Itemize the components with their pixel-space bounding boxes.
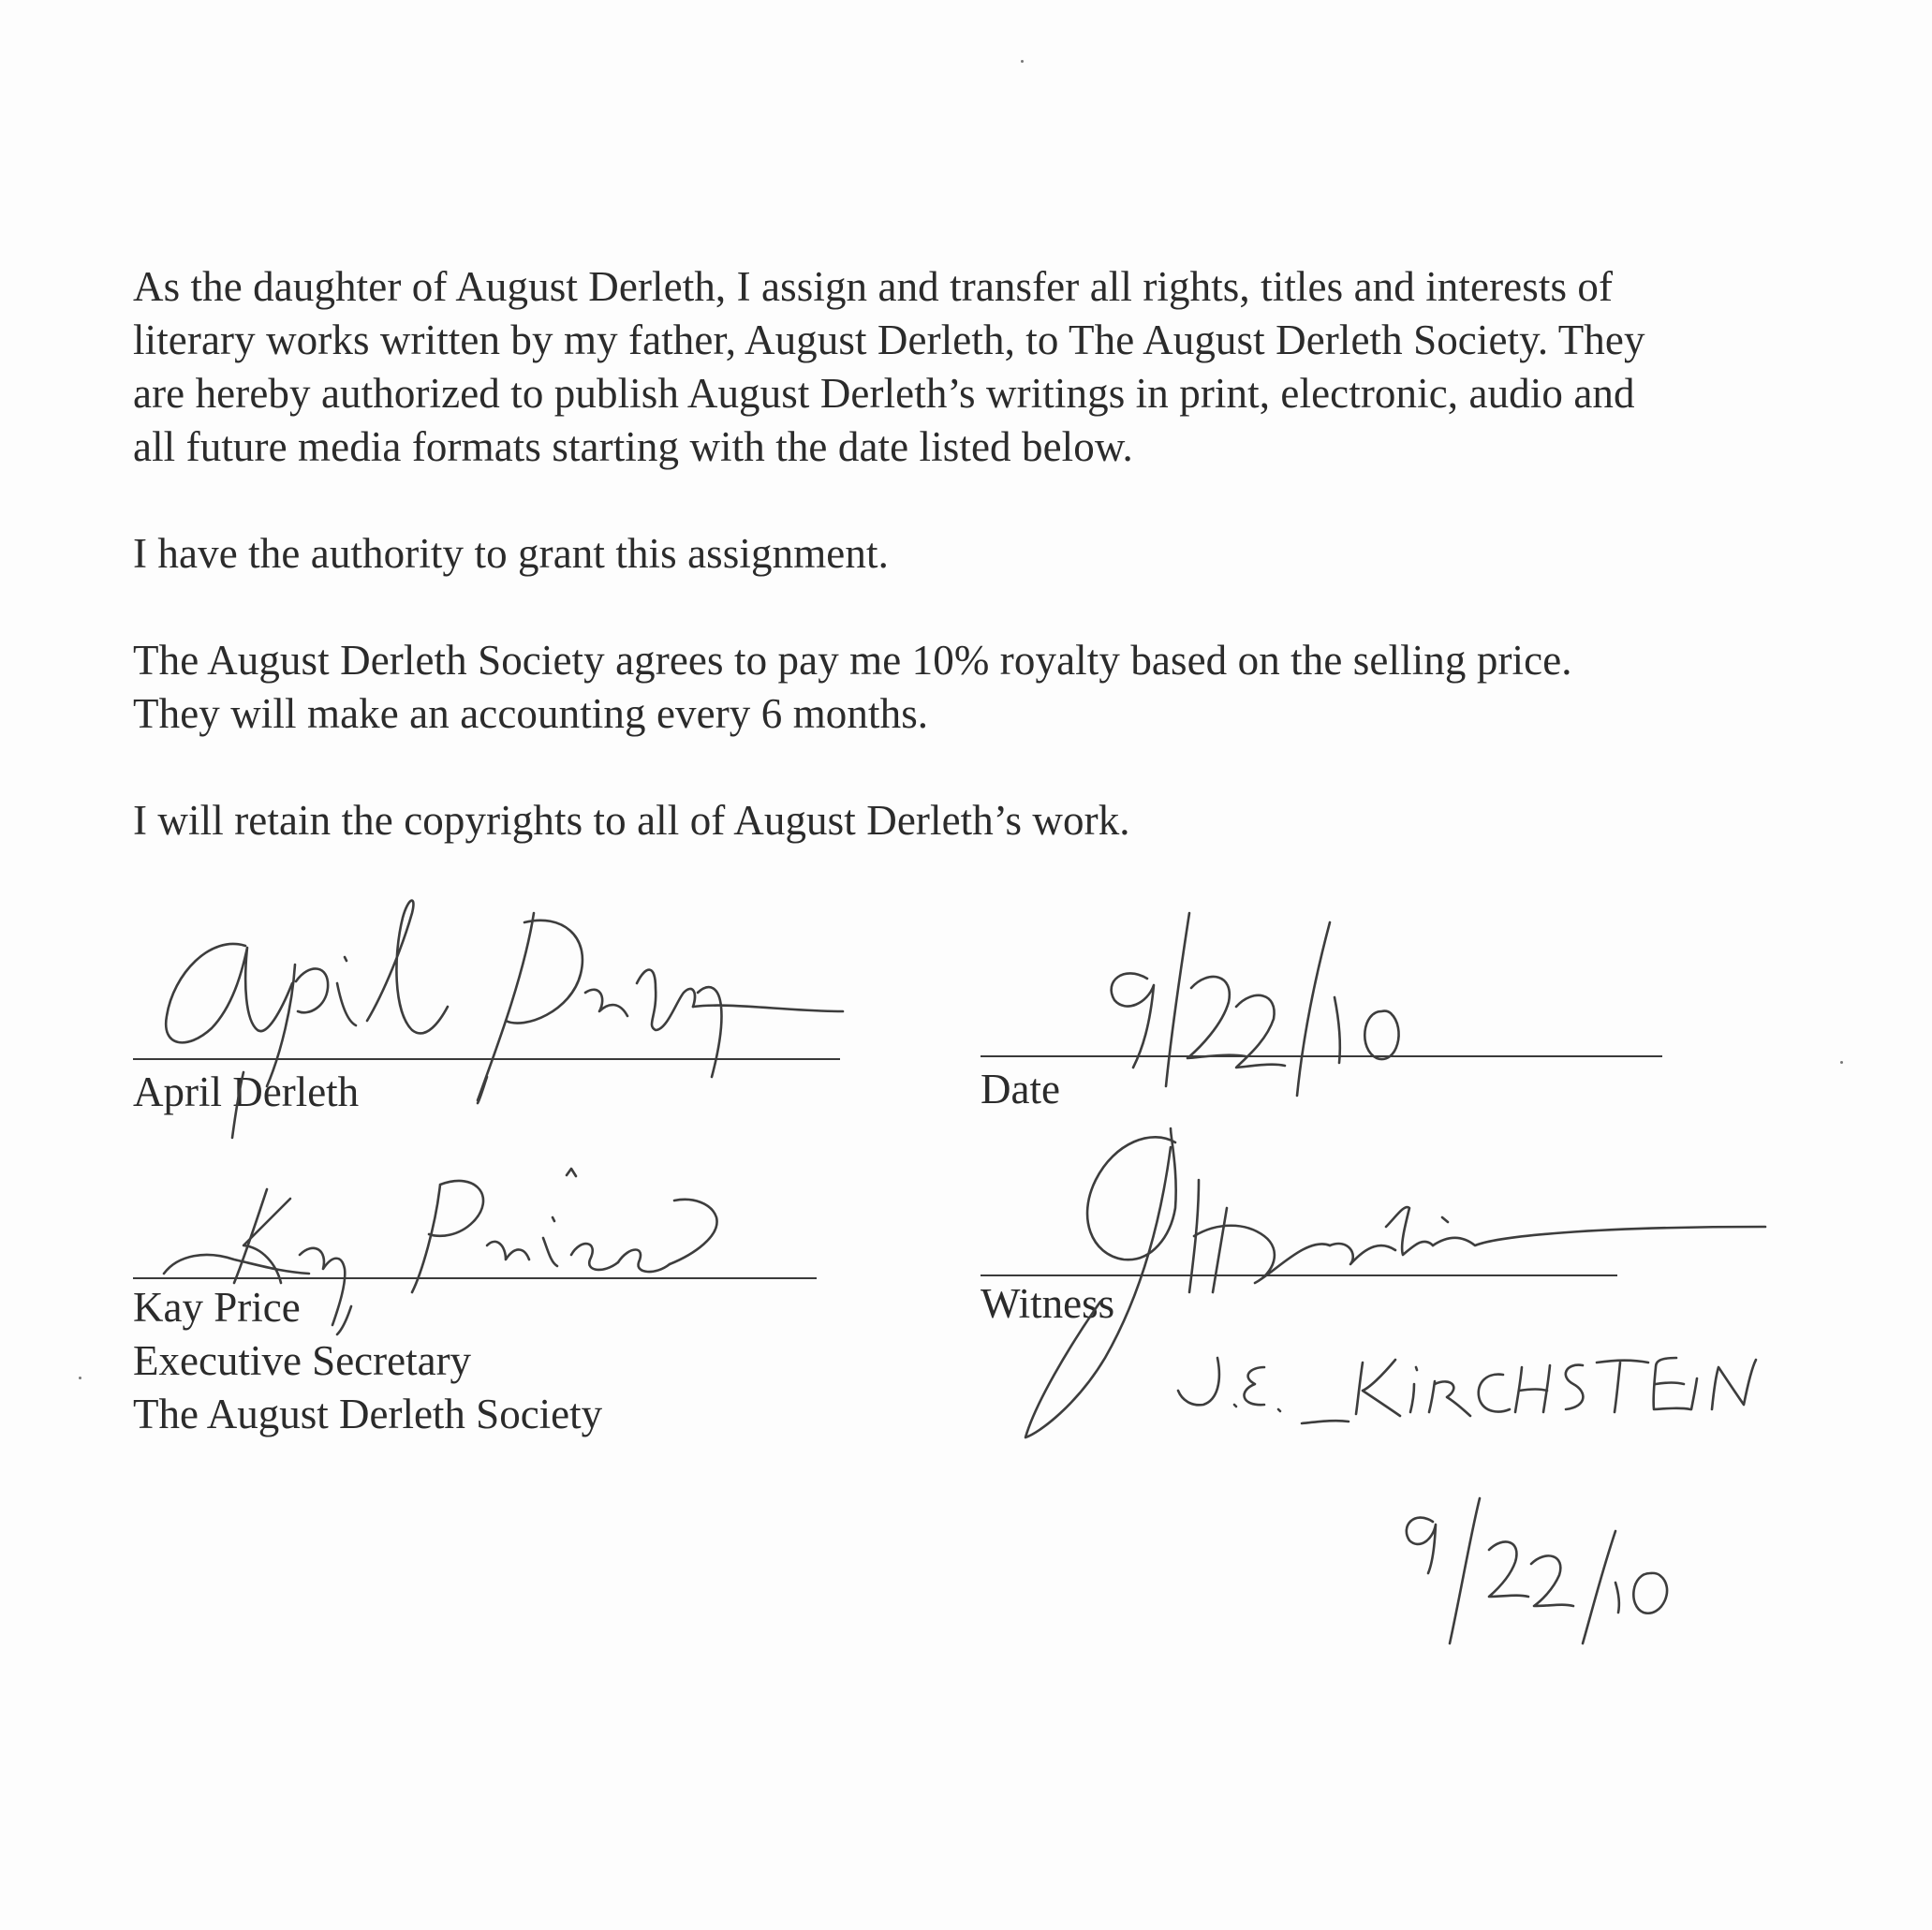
paragraph-line: all future media formats starting with the date listed below.: [133, 423, 1133, 470]
kay-title-label: Executive Secretary: [133, 1337, 472, 1384]
date-handwriting: [1112, 913, 1399, 1096]
paragraph-line: are hereby authorized to publish August Derleth’s writings in print, electronic, audio and: [133, 370, 1635, 417]
date-label: Date: [981, 1066, 1060, 1112]
april-name-label: April Derleth: [133, 1068, 360, 1115]
copyright-paragraph: [133, 794, 1856, 847]
paragraph-line: I will retain the copyrights to all of August Derleth’s work.: [133, 797, 1130, 844]
witness-date-handwriting: [1407, 1498, 1667, 1643]
paragraph-line: As the daughter of August Derleth, I assign and transfer all rights, titles and interests of: [133, 263, 1614, 310]
authority-paragraph: [133, 527, 1856, 581]
witness-signature-line: [981, 1274, 1617, 1276]
paragraph-line: They will make an accounting every 6 months.: [133, 690, 929, 737]
scan-speck: [1021, 60, 1024, 63]
scan-speck: [1840, 1061, 1843, 1064]
kay-org-label: The August Derleth Society: [133, 1391, 603, 1437]
kay-signature-line: [133, 1277, 817, 1279]
scan-speck: [79, 1377, 81, 1379]
witness-signature: [1025, 1128, 1765, 1437]
paragraph-line: The August Derleth Society agrees to pay me 10% royalty based on the selling price.: [133, 637, 1572, 684]
kay-name-label: Kay Price: [133, 1284, 301, 1331]
witness-printed-name-handwriting: [1178, 1358, 1756, 1423]
witness-label: Witness: [981, 1280, 1115, 1327]
april-signature-line: [133, 1058, 840, 1060]
paragraph-line: I have the authority to grant this assignment.: [133, 530, 889, 577]
assignment-paragraph: [133, 260, 1856, 474]
paragraph-line: literary works written by my father, August Derleth, to The August Derleth Society. They: [133, 317, 1645, 363]
date-signature-line: [981, 1055, 1662, 1057]
royalty-paragraph: [133, 634, 1856, 741]
